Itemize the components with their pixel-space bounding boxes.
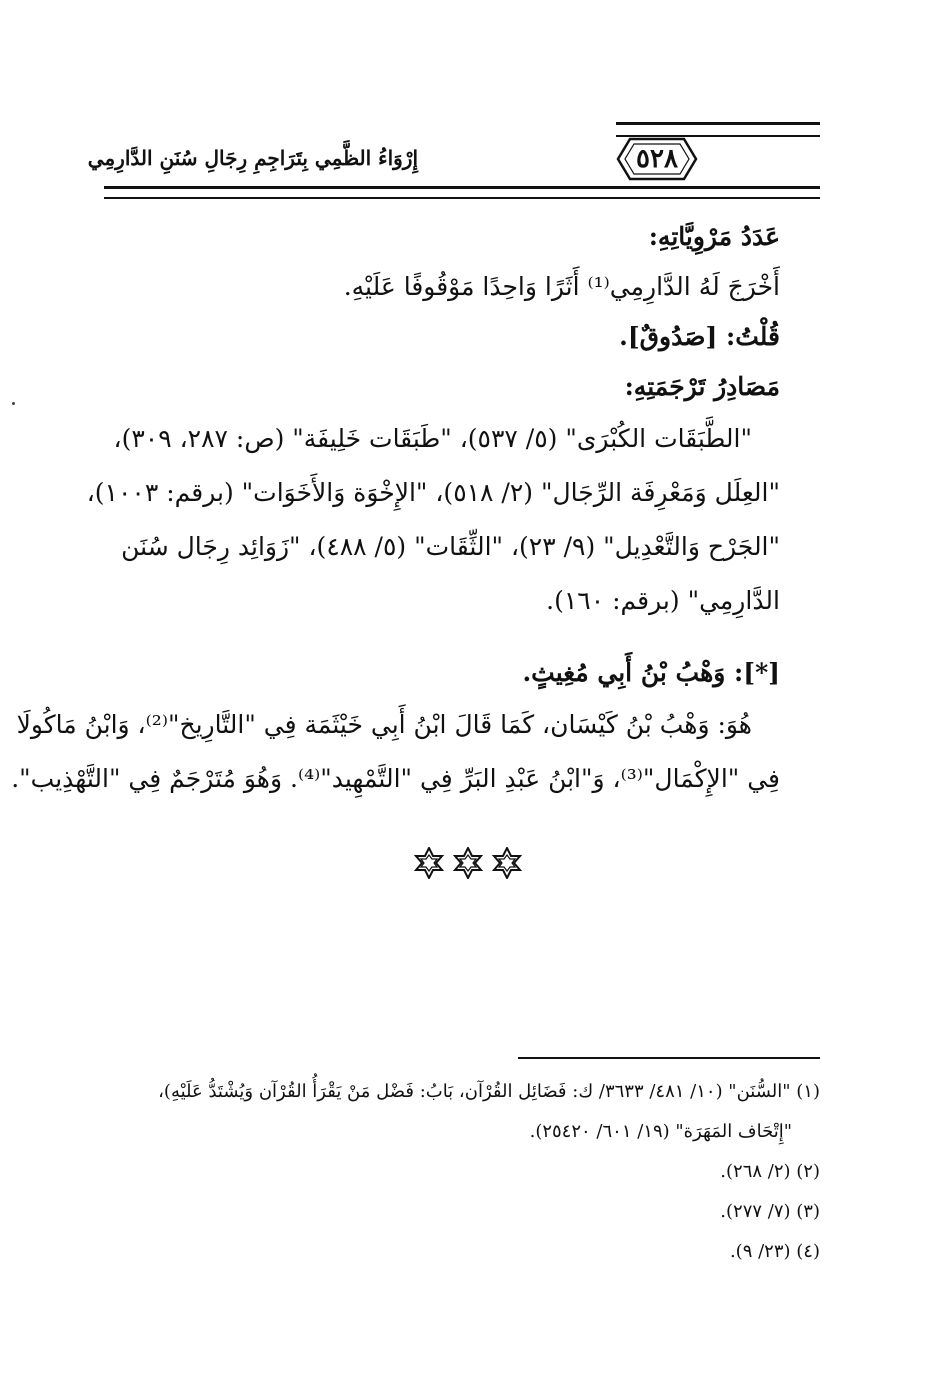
sources-line: "العِلَل وَمَعْرِفَة الرِّجَال" (٢/ ٥١٨)، "الإِخْوَة وَالأَخَوَات" (برقم: ١٠٠٣)، — [86, 478, 780, 507]
narrations-count-line: أَخْرَجَ لَهُ الدَّارِمِي⁽¹⁾ أَثَرًا وَاحِدًا مَوْقُوفًا عَلَيْهِ. — [343, 272, 780, 301]
star-ornament-icon — [491, 847, 523, 879]
footnotes — [104, 1072, 820, 1272]
page-header — [87, 120, 820, 200]
sources-line: "الجَرْح وَالتَّعْدِيل" (٩/ ٢٣)، "الثِّقَات" (٥/ ٤٨٨)، "زَوَائِد رِجَال سُنَن — [121, 532, 780, 561]
entry-line: فِي "الإِكْمَال"⁽³⁾، وَ"ابْنُ عَبْدِ البَرِّ فِي "التَّمْهِيد"⁽⁴⁾. وَهُوَ مُتَرْجَمٌ فِي "التَّهْذِيب". — [11, 764, 780, 793]
footnote-item: (٢) (٢/ ٢٦٨). — [720, 1161, 820, 1182]
verdict-line: قُلْتُ: [صَدُوقٌ]. — [619, 322, 780, 351]
entry-heading: [*]: وَهْبُ بْنُ أَبِي مُغِيثٍ. — [522, 658, 780, 687]
star-ornament-icon — [452, 847, 484, 879]
page-number-frame — [616, 136, 698, 182]
sources-line: الدَّارِمِي" (برقم: ١٦٠). — [546, 586, 780, 615]
section-heading-narrations-count: عَدَدُ مَرْوِيَّاتِهِ: — [648, 222, 780, 251]
footnote-item: (١) "السُّنَن" (١٠/ ٤٨١/ ٣٦٣٣/ ك: فَضَائِل القُرْآن، بَابُ: فَضْل مَنْ يَقْرَأُ القُرْآن وَيُشْتَدُّ عَلَيْهِ)، — [158, 1081, 820, 1102]
header-bottom-rule — [104, 186, 820, 199]
footnote-item-continuation: "إِتْحَاف المَهَرَة" (١٩/ ٦٠١/ ٢٥٤٢٠). — [529, 1121, 792, 1142]
footnote-item: (٣) (٧/ ٢٧٧). — [720, 1201, 820, 1222]
section-divider-ornament — [413, 846, 523, 880]
sources-line: "الطَّبَقَات الكُبْرَى" (٥/ ٥٣٧)، "طَبَقَات خَلِيفَة" (ص: ٢٨٧، ٣٠٩)، — [113, 424, 752, 453]
main-text — [11, 212, 780, 806]
scan-speck — [12, 402, 15, 405]
star-ornament-icon — [413, 847, 445, 879]
footnote-item: (٤) (٢٣/ ٩). — [729, 1241, 820, 1262]
footnote-separator — [518, 1057, 820, 1059]
header-top-rule — [616, 122, 820, 137]
entry-line: هُوَ: وَهْبُ بْنُ كَيْسَان، كَمَا قَالَ ابْنُ أَبِي خَيْثَمَة فِي "التَّارِيخ"⁽²⁾، وَابْنُ مَاكُولَا — [16, 710, 752, 739]
running-title: إِرْوَاءُ الظَّمِي بِتَرَاجِمِ رِجَالِ سُنَنِ الدَّارِمِي — [87, 146, 418, 170]
section-heading-sources: مَصَادِرُ تَرْجَمَتِهِ: — [624, 372, 780, 401]
page-number: ٥٢٨ — [636, 144, 678, 174]
